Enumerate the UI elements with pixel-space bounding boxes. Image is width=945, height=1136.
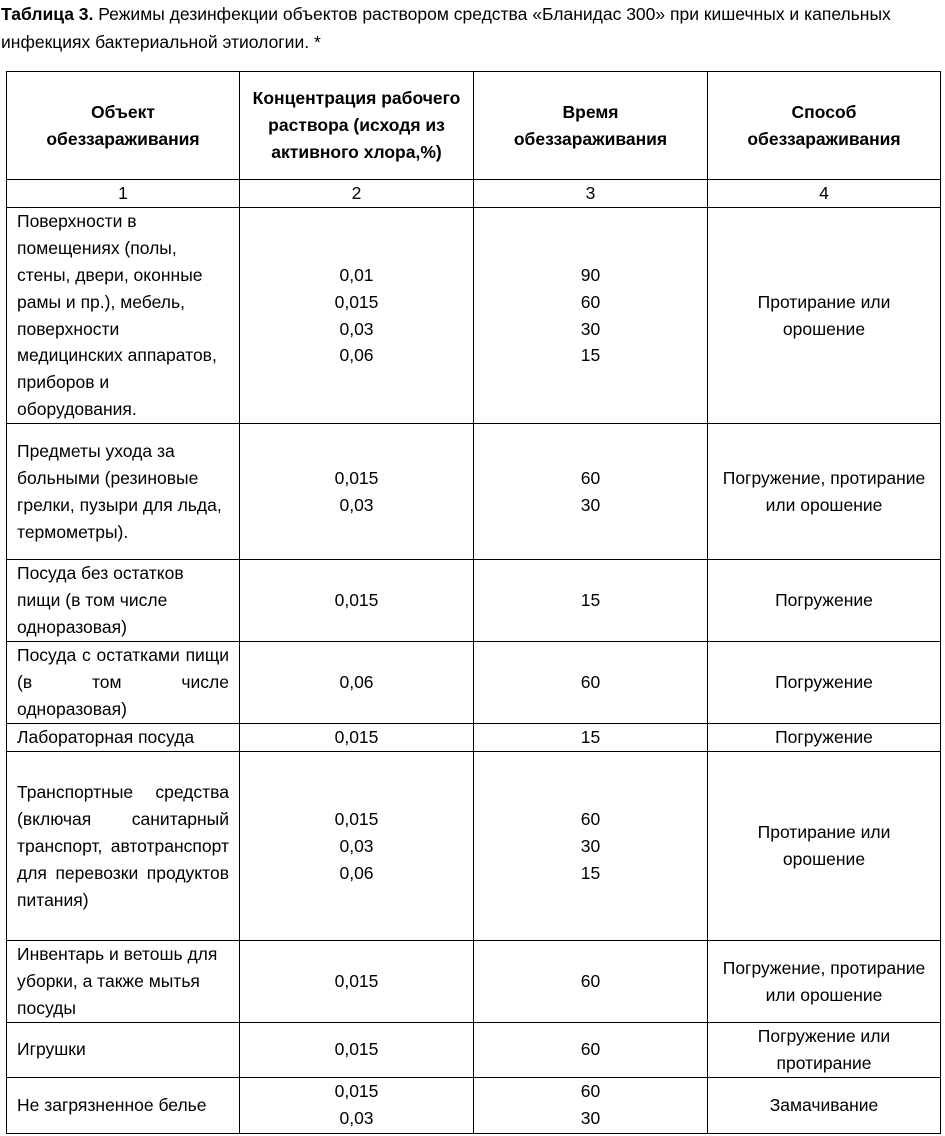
concentration-cell: 0,01 0,015 0,03 0,06 <box>240 207 474 423</box>
time-cell: 60 <box>474 642 708 724</box>
object-cell: Инвентарь и ветошь для уборки, а также мытья посуды <box>7 941 240 1023</box>
method-cell: Погружение, протирание или орошение <box>708 424 941 560</box>
method-cell: Протирание или орошение <box>708 207 941 423</box>
caption-text: Режимы дезинфекции объектов раствором средства «Бланидас 300» при кишечных и капельных инфекциях бактериальной этиологии. * <box>1 4 891 52</box>
time-cell: 60 <box>474 1022 708 1077</box>
table-row <box>7 207 941 423</box>
table-row <box>7 424 941 560</box>
table-row <box>7 560 941 642</box>
method-cell: Погружение <box>708 642 941 724</box>
table-row <box>7 941 941 1023</box>
object-cell: Транспортные средства (включая санитарный транспорт, автотранспорт для перевозки продуктов питания) <box>7 752 240 941</box>
method-cell: Погружение, протирание или орошение <box>708 941 941 1023</box>
header-time: Время обеззараживания <box>474 72 708 180</box>
table-row <box>7 1077 941 1133</box>
header-method: Способ обеззараживания <box>708 72 941 180</box>
header-concentration: Концентрация рабочего раствора (исходя из активного хлора,%) <box>240 72 474 180</box>
concentration-cell: 0,015 <box>240 1022 474 1077</box>
object-cell: Лабораторная посуда <box>7 724 240 752</box>
time-cell: 60 30 15 <box>474 752 708 941</box>
column-number: 1 <box>7 180 240 208</box>
concentration-cell: 0,015 0,03 0,06 <box>240 752 474 941</box>
object-cell: Посуда с остатками пищи (в том числе одноразовая) <box>7 642 240 724</box>
method-cell: Погружение <box>708 560 941 642</box>
concentration-cell: 0,015 <box>240 724 474 752</box>
header-object: Объект обеззараживания <box>7 72 240 180</box>
method-cell: Погружение или протирание <box>708 1022 941 1077</box>
time-cell: 90 60 30 15 <box>474 207 708 423</box>
header-row <box>7 72 941 180</box>
object-cell: Игрушки <box>7 1022 240 1077</box>
concentration-cell: 0,06 <box>240 642 474 724</box>
concentration-cell: 0,015 <box>240 560 474 642</box>
method-cell: Погружение <box>708 724 941 752</box>
table-row <box>7 642 941 724</box>
time-cell: 15 <box>474 724 708 752</box>
table-row <box>7 752 941 941</box>
object-cell: Не загрязненное белье <box>7 1077 240 1133</box>
table-row <box>7 724 941 752</box>
object-cell: Поверхности в помещениях (полы, стены, двери, оконные рамы и пр.), мебель, поверхности медицинских аппаратов, приборов и оборудования. <box>7 207 240 423</box>
concentration-cell: 0,015 0,03 <box>240 424 474 560</box>
method-cell: Протирание или орошение <box>708 752 941 941</box>
table-row <box>7 1022 941 1077</box>
table-caption <box>1 0 945 56</box>
column-number: 4 <box>708 180 941 208</box>
time-cell: 15 <box>474 560 708 642</box>
object-cell: Предметы ухода за больными (резиновые грелки, пузыри для льда, термометры). <box>7 424 240 560</box>
disinfection-table <box>6 71 941 1134</box>
time-cell: 60 30 <box>474 424 708 560</box>
time-cell: 60 30 <box>474 1077 708 1133</box>
concentration-cell: 0,015 <box>240 941 474 1023</box>
column-number-row <box>7 180 941 208</box>
caption-label: Таблица 3. <box>1 4 94 24</box>
object-cell: Посуда без остатков пищи (в том числе одноразовая) <box>7 560 240 642</box>
column-number: 2 <box>240 180 474 208</box>
concentration-cell: 0,015 0,03 <box>240 1077 474 1133</box>
time-cell: 60 <box>474 941 708 1023</box>
method-cell: Замачивание <box>708 1077 941 1133</box>
column-number: 3 <box>474 180 708 208</box>
